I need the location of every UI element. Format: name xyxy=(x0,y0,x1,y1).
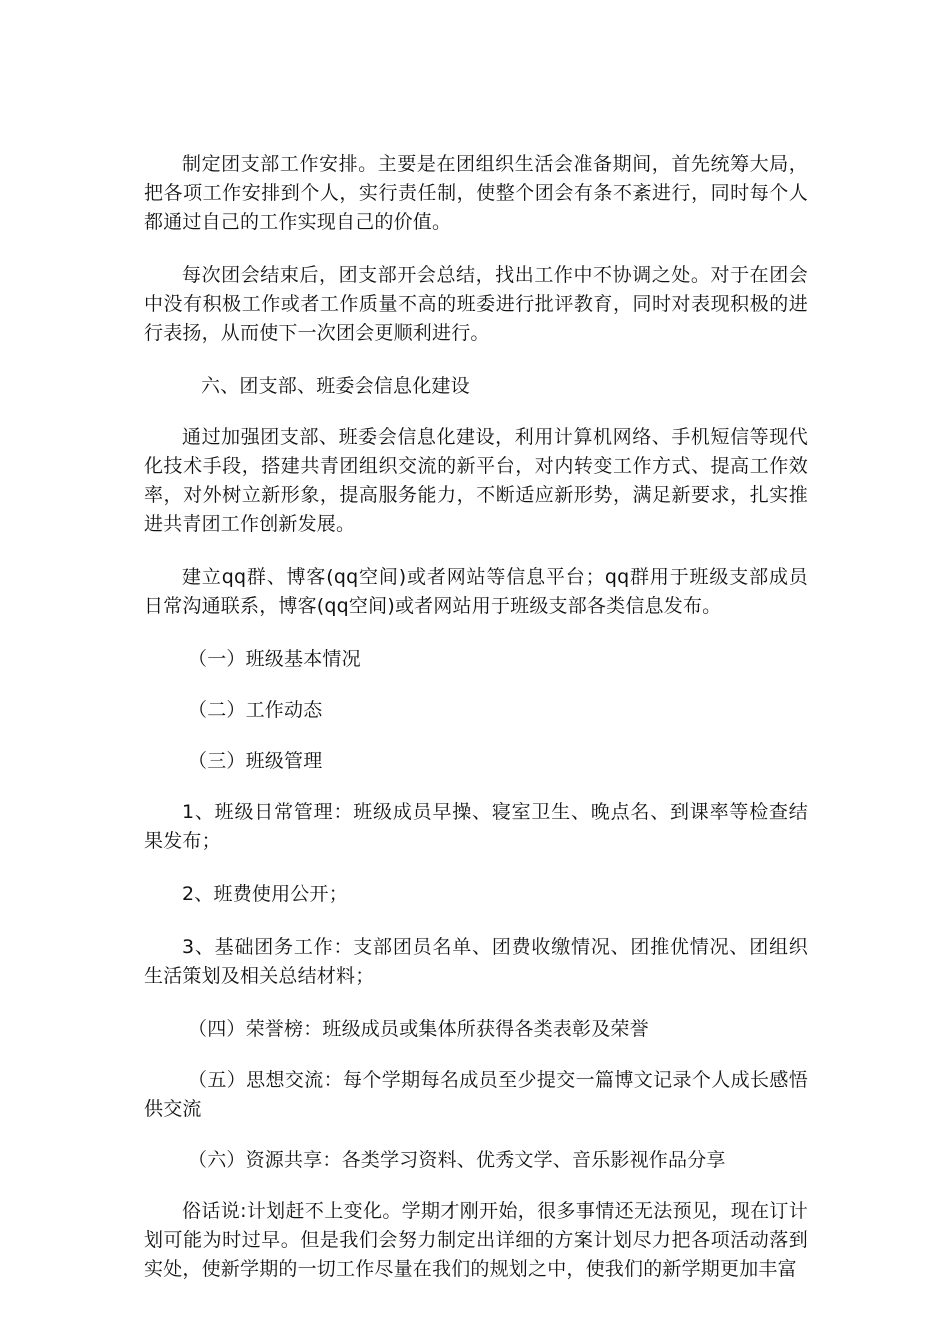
item-league-affairs: 3、基础团务工作：支部团员名单、团费收缴情况、团推优情况、团组织生活策划及相关总结材料； xyxy=(144,936,808,987)
section-heading: 六、团支部、班委会信息化建设 xyxy=(201,375,470,397)
document-body xyxy=(144,150,808,1308)
item-class-basics: （一）班级基本情况 xyxy=(188,648,361,670)
paragraph-info-platform: 建立qq群、博客(qq空间)或者网站等信息平台；qq群用于班级支部成员日常沟通联系，博客(qq空间)或者网站用于班级支部各类信息发布。 xyxy=(144,566,808,617)
item-thought-exchange: （五）思想交流：每个学期每名成员至少提交一篇博文记录个人成长感悟供交流 xyxy=(144,1069,808,1120)
paragraph-work-arrangement: 制定团支部工作安排。主要是在团组织生活会准备期间，首先统筹大局，把各项工作安排到个人，实行责任制，使整个团会有条不紊进行，同时每个人都通过自己的工作实现自己的价值。 xyxy=(144,153,808,233)
item-class-fee: 2、班费使用公开； xyxy=(182,883,348,905)
item-honor-roll: （四）荣誉榜：班级成员或集体所获得各类表彰及荣誉 xyxy=(188,1018,649,1040)
paragraph-informatization: 通过加强团支部、班委会信息化建设，利用计算机网络、手机短信等现代化技术手段，搭建共青团组织交流的新平台，对内转变工作方式、提高工作效率，对外树立新形象，提高服务能力，不断适应新形势，满足新要求，扎实推进共青团工作创新发展。 xyxy=(144,426,808,535)
paragraph-meeting-summary: 每次团会结束后，团支部开会总结，找出工作中不协调之处。对于在团会中没有积极工作或者工作质量不高的班委进行批评教育，同时对表现积极的进行表扬，从而使下一次团会更顺利进行。 xyxy=(144,264,808,344)
paragraph-closing: 俗话说:计划赶不上变化。学期才刚开始，很多事情还无法预见，现在订计划可能为时过早。但是我们会努力制定出详细的方案计划尽力把各项活动落到实处，使新学期的一切工作尽量在我们的规划之中，使我们的新学期更加丰富 xyxy=(144,1200,808,1280)
item-class-management: （三）班级管理 xyxy=(188,750,323,772)
item-daily-management: 1、班级日常管理：班级成员早操、寝室卫生、晚点名、到课率等检查结果发布； xyxy=(144,801,808,852)
item-resource-sharing: （六）资源共享：各类学习资料、优秀文学、音乐影视作品分享 xyxy=(188,1149,726,1171)
item-work-news: （二）工作动态 xyxy=(188,699,323,721)
